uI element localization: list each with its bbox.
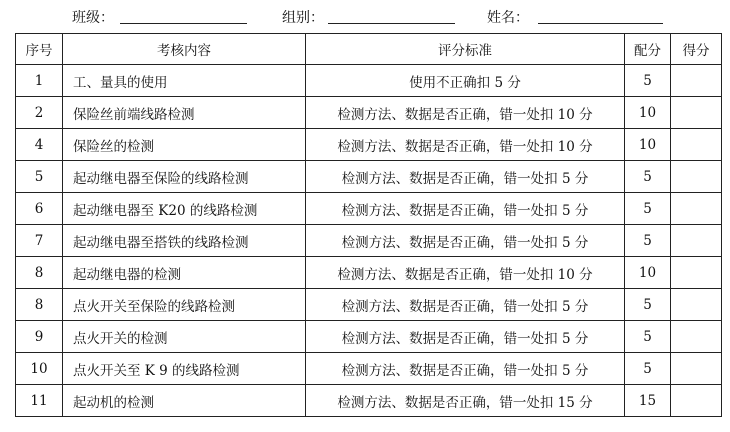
row-criteria: 检测方法、数据是否正确，错一处扣 5 分 <box>306 161 625 193</box>
table-row <box>16 353 722 385</box>
row-content: 点火开关至保险的线路检测 <box>63 289 306 321</box>
row-content: 起动继电器的检测 <box>63 257 306 289</box>
row-number: 2 <box>16 97 63 129</box>
row-number: 10 <box>16 353 63 385</box>
table-row <box>16 321 722 353</box>
row-score-cell[interactable] <box>671 289 722 321</box>
table-row <box>16 289 722 321</box>
row-number: 6 <box>16 193 63 225</box>
row-score-cell[interactable] <box>671 97 722 129</box>
col-header-criteria: 评分标准 <box>306 34 625 65</box>
row-content: 起动继电器至 K20 的线路检测 <box>63 193 306 225</box>
row-score-cell[interactable] <box>671 353 722 385</box>
col-header-number: 序号 <box>16 34 63 65</box>
row-points: 5 <box>625 321 671 353</box>
table-row <box>16 65 722 97</box>
row-points: 10 <box>625 257 671 289</box>
row-criteria: 检测方法、数据是否正确，错一处扣 5 分 <box>306 321 625 353</box>
row-criteria: 检测方法、数据是否正确，错一处扣 5 分 <box>306 225 625 257</box>
row-points: 5 <box>625 289 671 321</box>
table-row <box>16 161 722 193</box>
row-score-cell[interactable] <box>671 161 722 193</box>
row-criteria: 检测方法、数据是否正确，错一处扣 5 分 <box>306 353 625 385</box>
row-content: 起动机的检测 <box>63 385 306 417</box>
row-content: 保险丝前端线路检测 <box>63 97 306 129</box>
table-row <box>16 385 722 417</box>
row-score-cell[interactable] <box>671 321 722 353</box>
row-content: 起动继电器至保险的线路检测 <box>63 161 306 193</box>
row-points: 15 <box>625 385 671 417</box>
row-points: 5 <box>625 193 671 225</box>
row-score-cell[interactable] <box>671 225 722 257</box>
row-points: 5 <box>625 225 671 257</box>
row-number: 5 <box>16 161 63 193</box>
row-content: 点火开关至 K 9 的线路检测 <box>63 353 306 385</box>
row-number: 8 <box>16 257 63 289</box>
row-points: 10 <box>625 129 671 161</box>
row-points: 5 <box>625 65 671 97</box>
name-label: 姓名： <box>487 10 529 26</box>
row-criteria: 检测方法、数据是否正确，错一处扣 5 分 <box>306 289 625 321</box>
class-field[interactable] <box>120 7 247 24</box>
class-label: 班级： <box>72 10 114 26</box>
row-number: 7 <box>16 225 63 257</box>
row-content: 起动继电器至搭铁的线路检测 <box>63 225 306 257</box>
group-field[interactable] <box>328 7 455 24</box>
row-score-cell[interactable] <box>671 65 722 97</box>
name-field[interactable] <box>538 7 663 24</box>
row-criteria: 检测方法、数据是否正确，错一处扣 5 分 <box>306 193 625 225</box>
assessment-table <box>15 33 722 417</box>
table-row <box>16 225 722 257</box>
form-header <box>0 4 730 26</box>
row-number: 4 <box>16 129 63 161</box>
row-score-cell[interactable] <box>671 129 722 161</box>
table-header-row <box>16 34 722 65</box>
row-score-cell[interactable] <box>671 193 722 225</box>
row-content: 点火开关的检测 <box>63 321 306 353</box>
row-points: 5 <box>625 353 671 385</box>
row-criteria: 检测方法、数据是否正确，错一处扣 15 分 <box>306 385 625 417</box>
table-row <box>16 97 722 129</box>
row-score-cell[interactable] <box>671 385 722 417</box>
row-number: 11 <box>16 385 63 417</box>
row-content: 工、量具的使用 <box>63 65 306 97</box>
row-score-cell[interactable] <box>671 257 722 289</box>
row-criteria: 检测方法、数据是否正确，错一处扣 10 分 <box>306 97 625 129</box>
row-points: 10 <box>625 97 671 129</box>
col-header-score: 得分 <box>671 34 722 65</box>
col-header-points: 配分 <box>625 34 671 65</box>
row-criteria: 使用不正确扣 5 分 <box>306 65 625 97</box>
row-content: 保险丝的检测 <box>63 129 306 161</box>
table-row <box>16 129 722 161</box>
group-label: 组别： <box>282 10 324 26</box>
table-row <box>16 257 722 289</box>
table-row <box>16 193 722 225</box>
col-header-content: 考核内容 <box>63 34 306 65</box>
row-criteria: 检测方法、数据是否正确，错一处扣 10 分 <box>306 257 625 289</box>
row-number: 1 <box>16 65 63 97</box>
row-points: 5 <box>625 161 671 193</box>
row-number: 9 <box>16 321 63 353</box>
row-number: 8 <box>16 289 63 321</box>
row-criteria: 检测方法、数据是否正确，错一处扣 10 分 <box>306 129 625 161</box>
